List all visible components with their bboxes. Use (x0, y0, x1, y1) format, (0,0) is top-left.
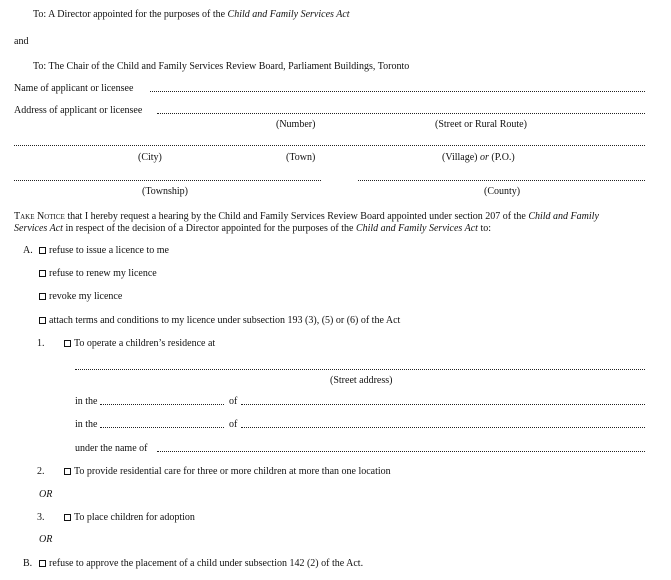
notice-text-end: to: (477, 223, 492, 234)
in-the-label-1: in the (75, 396, 98, 407)
address-town-caption: (Town) (286, 152, 316, 163)
notice-text-2: in respect of the decision of a Director appointed for the purposes of the (62, 223, 356, 234)
po-text: (P.O.) (488, 152, 515, 163)
notice-act-3: Child and Family Services Act (355, 223, 478, 234)
option-refuse-renew[interactable] (39, 269, 157, 279)
director-prefix: To: A Director appointed for the purposes of the (33, 9, 228, 20)
of-label-1: of (229, 396, 238, 407)
address-street-caption: (Street or Rural Route) (435, 119, 527, 130)
checkbox-refuse-renew[interactable] (39, 270, 46, 277)
option-refuse-placement-label: refuse to approve the placement of a child under subsection 142 (2) of the Act. (49, 558, 364, 569)
applicant-name-field[interactable] (150, 91, 645, 92)
checkbox-place-adoption[interactable] (64, 514, 71, 521)
address-county-field[interactable] (358, 180, 645, 181)
item-3-label: To place children for adoption (74, 512, 195, 523)
option-refuse-renew-label: refuse to renew my licence (49, 268, 157, 279)
option-refuse-placement[interactable] (39, 559, 363, 569)
take-notice-heading: Take Notice (14, 211, 65, 222)
or-separator-1: OR (39, 489, 53, 500)
checkbox-refuse-placement[interactable] (39, 560, 46, 567)
in-the-field-1[interactable] (100, 404, 224, 405)
address-township-caption: (Township) (142, 186, 188, 197)
checkbox-revoke[interactable] (39, 293, 46, 300)
of-label-2: of (229, 419, 238, 430)
item-3-number: 3. (37, 512, 45, 523)
item-1-option[interactable] (64, 339, 215, 349)
under-name-label: under the name of (75, 443, 148, 454)
section-b-marker: B. (23, 558, 33, 569)
of-field-1[interactable] (241, 404, 645, 405)
address-county-caption: (County) (484, 186, 521, 197)
village-text: (Village) (442, 152, 480, 163)
in-the-field-2[interactable] (100, 427, 224, 428)
item-1-number: 1. (37, 338, 45, 349)
addressee-director (33, 10, 350, 20)
village-or-text: or (480, 152, 489, 163)
under-name-field[interactable] (157, 451, 645, 452)
applicant-name-label: Name of applicant or licensee (14, 83, 134, 94)
option-attach-terms-label: attach terms and conditions to my licence under subsection 193 (3), (5) or (6) of the Act (49, 315, 401, 326)
checkbox-refuse-issue[interactable] (39, 247, 46, 254)
option-refuse-issue-label: refuse to issue a licence to me (49, 245, 169, 256)
option-attach-terms[interactable] (39, 316, 400, 326)
item-1-label: To operate a children’s residence at (74, 338, 216, 349)
address-number-caption: (Number) (276, 119, 316, 130)
checkbox-childrens-residence[interactable] (64, 340, 71, 347)
director-act-title: Child and Family Services Act (227, 9, 350, 20)
notice-act-1: Child and Family (528, 211, 599, 222)
address-city-caption: (City) (138, 152, 162, 163)
checkbox-attach-terms[interactable] (39, 317, 46, 324)
notice-act-2: Services Act (14, 223, 63, 234)
section-a-marker: A. (23, 245, 33, 256)
option-revoke-label: revoke my licence (49, 291, 123, 302)
address-township-field[interactable] (14, 180, 321, 181)
item-3-option[interactable] (64, 513, 195, 523)
street-address-caption: (Street address) (330, 375, 393, 386)
notice-line-2 (14, 224, 491, 234)
item-2-option[interactable] (64, 467, 391, 477)
checkbox-residential-care[interactable] (64, 468, 71, 475)
address-village-caption (442, 153, 515, 163)
or-separator-2: OR (39, 534, 53, 545)
notice-line-1 (14, 212, 599, 222)
address-city-town-village-field[interactable] (14, 145, 645, 146)
option-revoke[interactable] (39, 292, 122, 302)
of-field-2[interactable] (241, 427, 645, 428)
address-number-street-field[interactable] (157, 113, 645, 114)
in-the-label-2: in the (75, 419, 98, 430)
and-connector: and (14, 36, 29, 47)
option-refuse-issue[interactable] (39, 246, 169, 256)
notice-text-1: that I hereby request a hearing by the Child and Family Services Review Board appointed under section 207 of the (64, 211, 529, 222)
applicant-address-label: Address of applicant or licensee (14, 105, 143, 116)
item-2-number: 2. (37, 466, 45, 477)
street-address-field[interactable] (75, 369, 645, 370)
addressee-chair: To: The Chair of the Child and Family Services Review Board, Parliament Buildings, Toronto (33, 61, 410, 72)
item-2-label: To provide residential care for three or more children at more than one location (74, 466, 391, 477)
